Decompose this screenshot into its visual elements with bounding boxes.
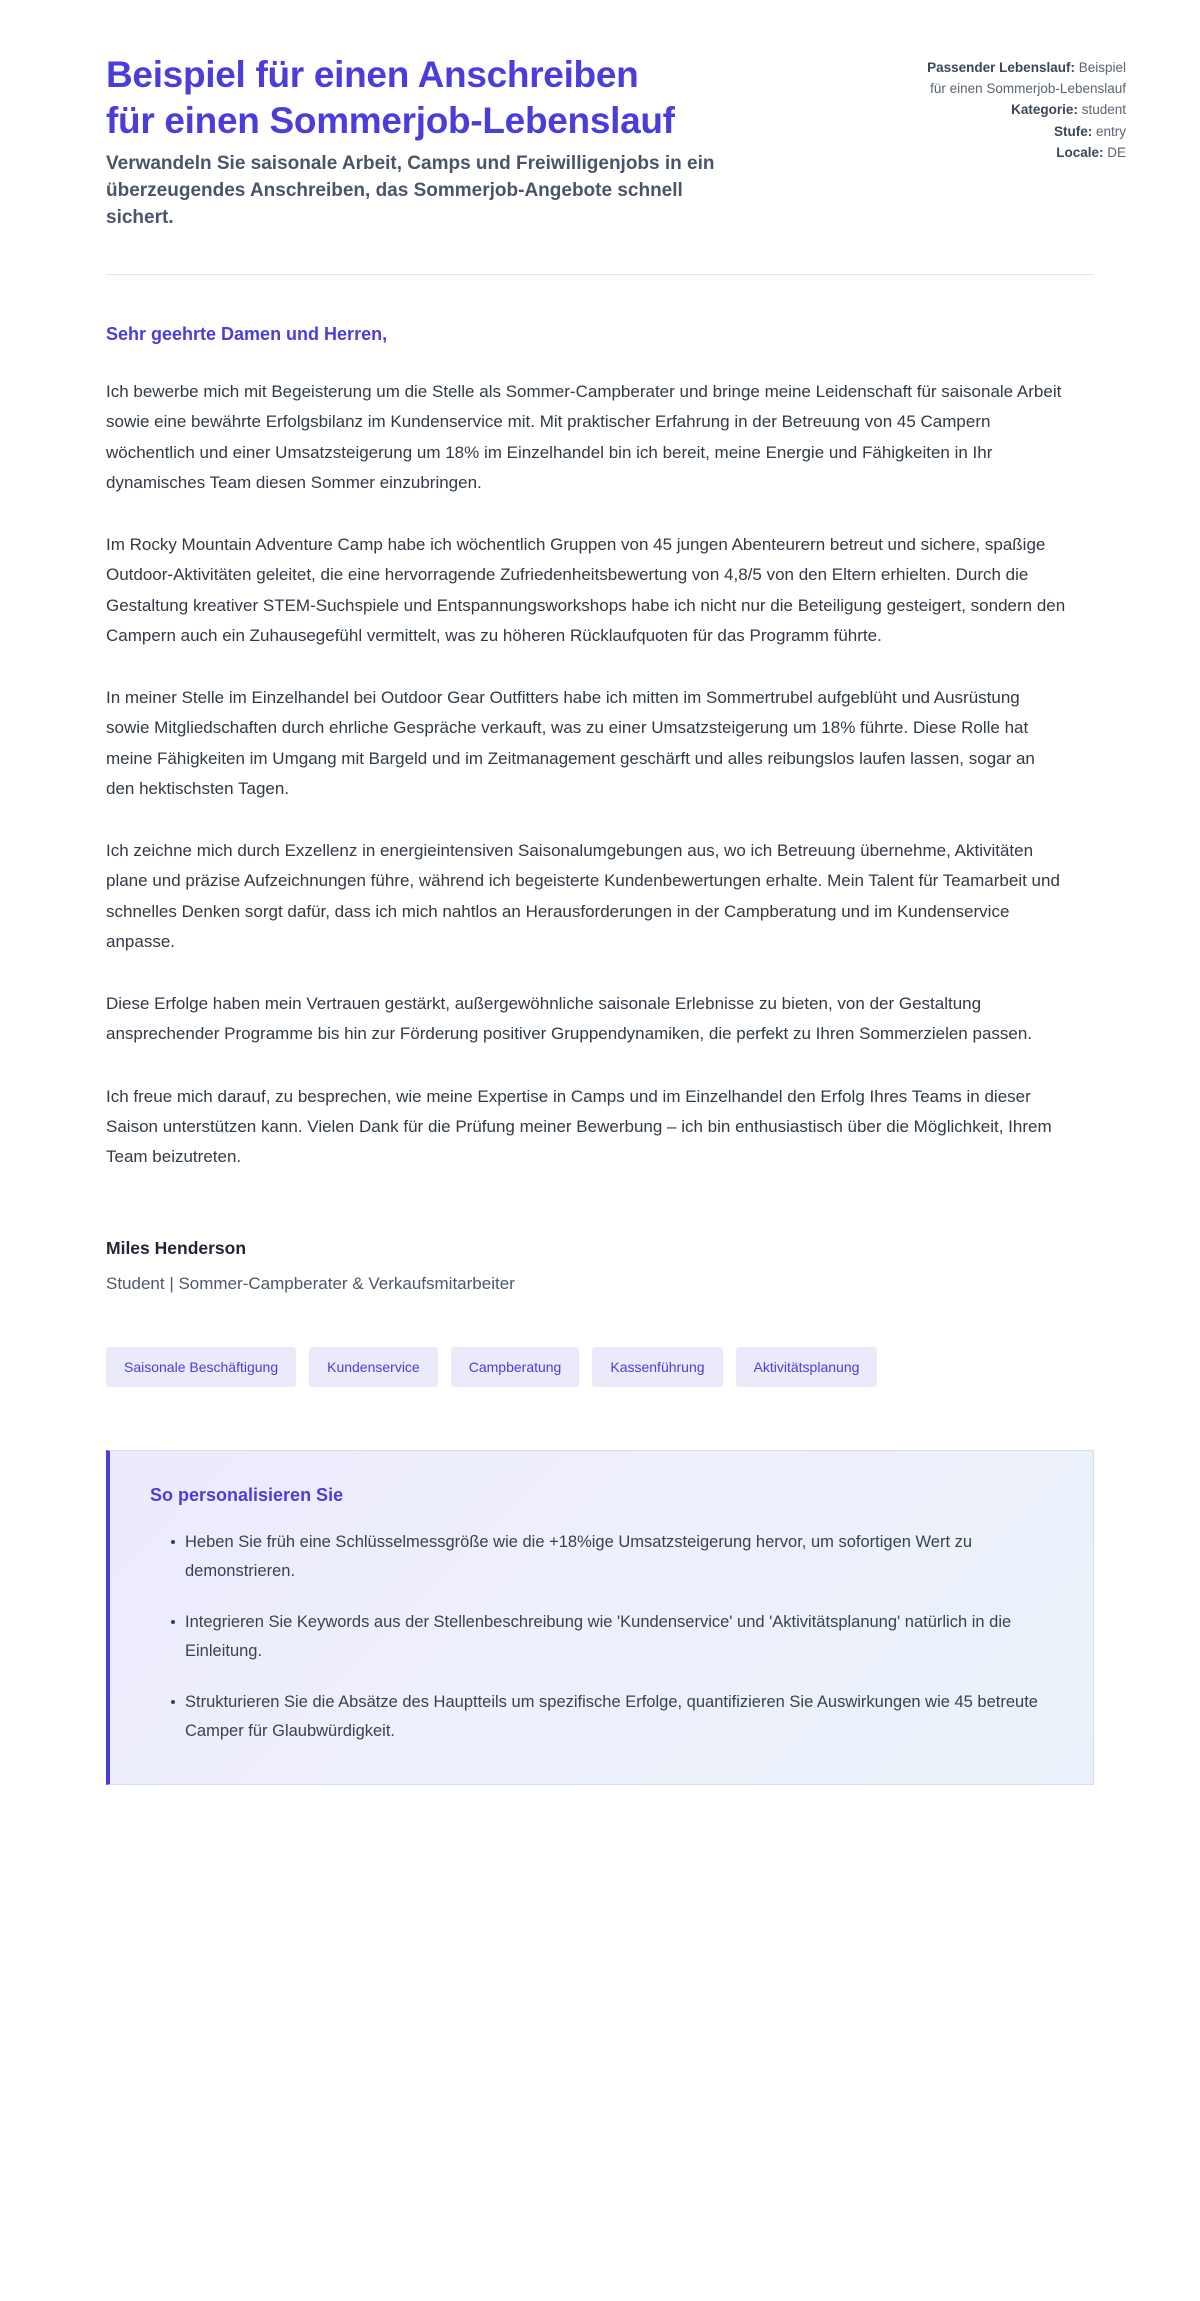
letter-paragraph: Ich bewerbe mich mit Begeisterung um die Stelle als Sommer-Campberater und bringe meine Leidenschaft für saisonale Arbeit sowie eine bewährte Erfolgsbilanz im Kundenservice mit. Mit praktischer Erfahrung in der Betreuung von 45 Campern wöchentlich und einer Umsatzsteigerung um 18% im Einzelhandel bin ich bereit, meine Energie und Fähigkeiten in Ihr dynamisches Team diesen Sommer einzubringen. bbox=[106, 382, 1062, 492]
page-header bbox=[0, 0, 1200, 231]
meta-value: entry bbox=[1095, 123, 1126, 139]
page-subtitle: Verwandeln Sie saisonale Arbeit, Camps und Freiwilligenjobs in ein überzeugendes Anschreiben, das Sommerjob-Angebote schnell sichert. bbox=[106, 152, 715, 229]
meta-value: student bbox=[1081, 102, 1126, 118]
skill-tag[interactable]: Campberatung bbox=[451, 1347, 580, 1387]
meta-value: DE bbox=[1107, 145, 1126, 161]
skill-tag[interactable]: Saisonale Beschäftigung bbox=[106, 1347, 296, 1387]
skill-tag-list bbox=[0, 1347, 1200, 1387]
callout-list-item: Integrieren Sie Keywords aus der Stellenbeschreibung wie 'Kundenservice' und 'Aktivitätsplanung' natürlich in die Einleitung. bbox=[171, 1608, 1053, 1666]
meta-label: Stufe: bbox=[1053, 123, 1093, 139]
signature-role: Student | Sommer-Campberater & Verkaufsmitarbeiter bbox=[106, 1274, 515, 1294]
letter-paragraph: Ich zeichne mich durch Exzellenz in energieintensiven Saisonalumgebungen aus, wo ich Betreuung übernehme, Aktivitäten plane und präzise Aufzeichnungen führe, während ich begeisterte Kundenbewertungen erhalte. Mein Talent für Teamarbeit und schnelles Denken sorgt dafür, dass ich mich nahtlos an Herausforderungen in der Campberatung und im Kundenservice anpasse. bbox=[106, 841, 1060, 951]
page-title-line-2: für einen Sommerjob-Lebenslauf bbox=[106, 99, 675, 141]
letter-paragraph: Im Rocky Mountain Adventure Camp habe ich wöchentlich Gruppen von 45 jungen Abenteurern betreut und sichere, spaßige Outdoor-Aktivitäten geleitet, die eine hervorragende Zufriedenheitsbewertung von 4,8/5 von den Eltern erhielten. Durch die Gestaltung kreativer STEM-Suchspiele und Entspannungsworkshops habe ich nicht nur die Beteiligung gesteigert, sondern den Campern auch ein Zuhausegefühl vermittelt, was zu höheren Rücklaufquoten für das Programm führte. bbox=[106, 535, 1066, 645]
skill-tag[interactable]: Kundenservice bbox=[309, 1347, 438, 1387]
header-title-block bbox=[106, 52, 796, 231]
letter-paragraph: In meiner Stelle im Einzelhandel bei Outdoor Gear Outfitters habe ich mitten im Sommertrubel aufgeblüht und Ausrüstung sowie Mitgliedschaften durch ehrliche Gespräche verkauft, was zu einer Umsatzsteigerung um 18% führte. Diese Rolle hat meine Fähigkeiten im Umgang mit Bargeld und im Zeitmanagement geschärft und alles reibungslos laufen lassen, sogar an den hektischsten Tagen. bbox=[106, 688, 1035, 798]
meta-label: Locale: bbox=[1056, 145, 1104, 161]
page-title bbox=[106, 52, 796, 144]
callout-title: So personalisieren Sie bbox=[150, 1485, 344, 1506]
header-metadata bbox=[911, 52, 1126, 165]
header-divider bbox=[106, 274, 1094, 275]
letter-body bbox=[0, 324, 1200, 1172]
callout-list-item: Strukturieren Sie die Absätze des Hauptteils um spezifische Erfolge, quantifizieren Sie Auswirkungen wie 45 betreute Camper für Glaubwürdigkeit. bbox=[171, 1688, 1053, 1746]
meta-label: Kategorie: bbox=[1011, 102, 1078, 118]
meta-value: Beispiel für einen Sommerjob-Lebenslauf bbox=[930, 60, 1126, 96]
meta-label: Passender Lebenslauf: bbox=[927, 60, 1075, 75]
meta-row-locale bbox=[911, 143, 1126, 164]
callout-list-item: Heben Sie früh eine Schlüsselmessgröße wie die +18%ige Umsatzsteigerung hervor, um sofortigen Wert zu demonstrieren. bbox=[171, 1528, 1053, 1586]
letter-paragraph: Diese Erfolge haben mein Vertrauen gestärkt, außergewöhnliche saisonale Erlebnisse zu bieten, von der Gestaltung ansprechender Programme bis hin zur Förderung positiver Gruppendynamiken, die perfekt zu Ihren Sommerzielen passen. bbox=[106, 994, 1033, 1044]
letter-salutation: Sehr geehrte Damen und Herren, bbox=[106, 324, 388, 345]
meta-row-category bbox=[911, 100, 1126, 121]
meta-row-matching-resume bbox=[911, 58, 1126, 99]
letter-paragraph: Ich freue mich darauf, zu besprechen, wie meine Expertise in Camps und im Einzelhandel den Erfolg Ihres Teams in dieser Saison unterstützen kann. Vielen Dank für die Prüfung meiner Bewerbung – ich bin enthusiastisch über die Möglichkeit, Ihrem Team beizutreten. bbox=[106, 1086, 1052, 1167]
skill-tag[interactable]: Kassenführung bbox=[592, 1347, 722, 1387]
signature-name: Miles Henderson bbox=[106, 1238, 247, 1259]
signature-block bbox=[0, 1238, 1200, 1294]
personalization-callout bbox=[106, 1450, 1094, 1784]
skill-tag[interactable]: Aktivitätsplanung bbox=[736, 1347, 878, 1387]
page-title-line-1: Beispiel für einen Anschreiben bbox=[106, 54, 639, 95]
callout-list bbox=[150, 1528, 1053, 1745]
meta-row-level bbox=[911, 122, 1126, 143]
